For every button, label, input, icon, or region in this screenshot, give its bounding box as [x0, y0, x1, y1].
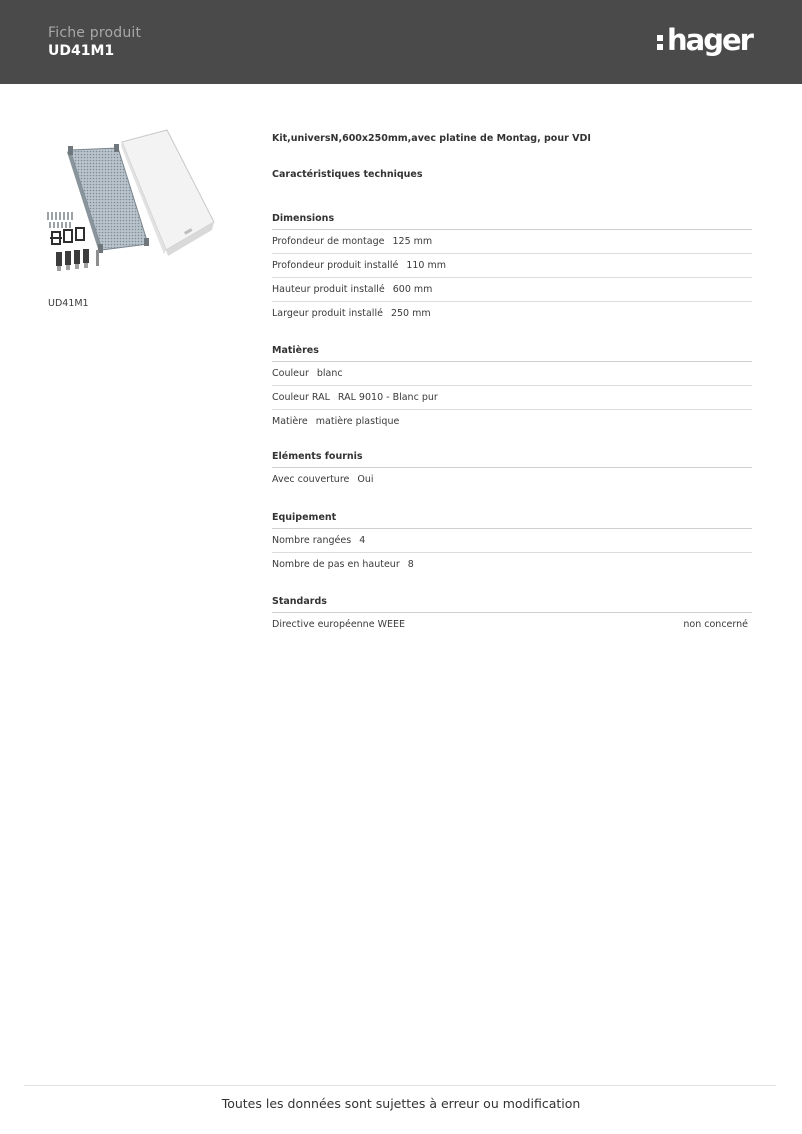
spec-value: non concerné [683, 619, 748, 630]
product-reference: UD41M1 [48, 298, 89, 309]
section-equipement [272, 510, 752, 576]
section-standards [272, 594, 752, 636]
brand-name: hager [667, 23, 752, 57]
brackets-shape [50, 228, 84, 244]
section-title: Equipement [272, 510, 752, 529]
spec-label: Matière [272, 416, 308, 427]
logo-colon-icon [657, 32, 664, 51]
spec-value: 110 mm [406, 260, 446, 271]
spec-label: Profondeur de montage [272, 236, 385, 247]
screws-shape [47, 212, 73, 228]
spec-value: Oui [357, 474, 374, 485]
section-matieres [272, 343, 752, 433]
spec-row [272, 410, 752, 433]
spec-label: Largeur produit installé [272, 308, 383, 319]
section-title: Eléments fournis [272, 449, 752, 468]
section-dimensions [272, 211, 752, 325]
product-code-heading: UD41M1 [48, 43, 115, 59]
product-title: Kit,universN,600x250mm,avec platine de Montag, pour VDI [272, 133, 591, 144]
spec-label: Directive européenne WEEE [272, 619, 405, 630]
section-elements-fournis [272, 449, 752, 491]
section-title: Standards [272, 594, 752, 613]
document-type: Fiche produit [48, 25, 142, 41]
spec-value: 250 mm [390, 308, 431, 319]
spec-row [272, 302, 752, 325]
spec-value: RAL 9010 - Blanc pur [337, 392, 438, 403]
spec-row [272, 254, 752, 278]
page-header [0, 0, 802, 84]
specs-heading: Caractéristiques techniques [272, 169, 423, 180]
spec-label: Profondeur produit installé [272, 260, 399, 271]
spec-row [272, 468, 752, 491]
hager-logo [657, 22, 752, 58]
spec-label: Nombre de pas en hauteur [272, 559, 400, 570]
spec-row [272, 230, 752, 254]
spec-value: 4 [359, 535, 366, 546]
spec-value: 600 mm [392, 284, 433, 295]
spec-value: blanc [316, 368, 343, 379]
product-image [44, 126, 220, 286]
spec-label: Nombre rangées [272, 535, 352, 546]
spec-row [272, 613, 752, 636]
spec-label: Couleur RAL [272, 392, 330, 403]
spec-row [272, 278, 752, 302]
spec-value: 8 [407, 559, 414, 570]
spec-row [272, 362, 752, 386]
spec-label: Avec couverture [272, 474, 350, 485]
section-title: Dimensions [272, 211, 752, 230]
spec-label: Hauteur produit installé [272, 284, 385, 295]
clips-shape [56, 249, 99, 271]
spec-row [272, 386, 752, 410]
footer-divider [24, 1085, 776, 1086]
section-title: Matières [272, 343, 752, 362]
spec-value: 125 mm [392, 236, 433, 247]
footer-disclaimer: Toutes les données sont sujettes à erreur ou modification [221, 1096, 581, 1111]
spec-label: Couleur [272, 368, 309, 379]
spec-row [272, 529, 752, 553]
spec-row [272, 553, 752, 576]
spec-value: matière plastique [315, 416, 400, 427]
